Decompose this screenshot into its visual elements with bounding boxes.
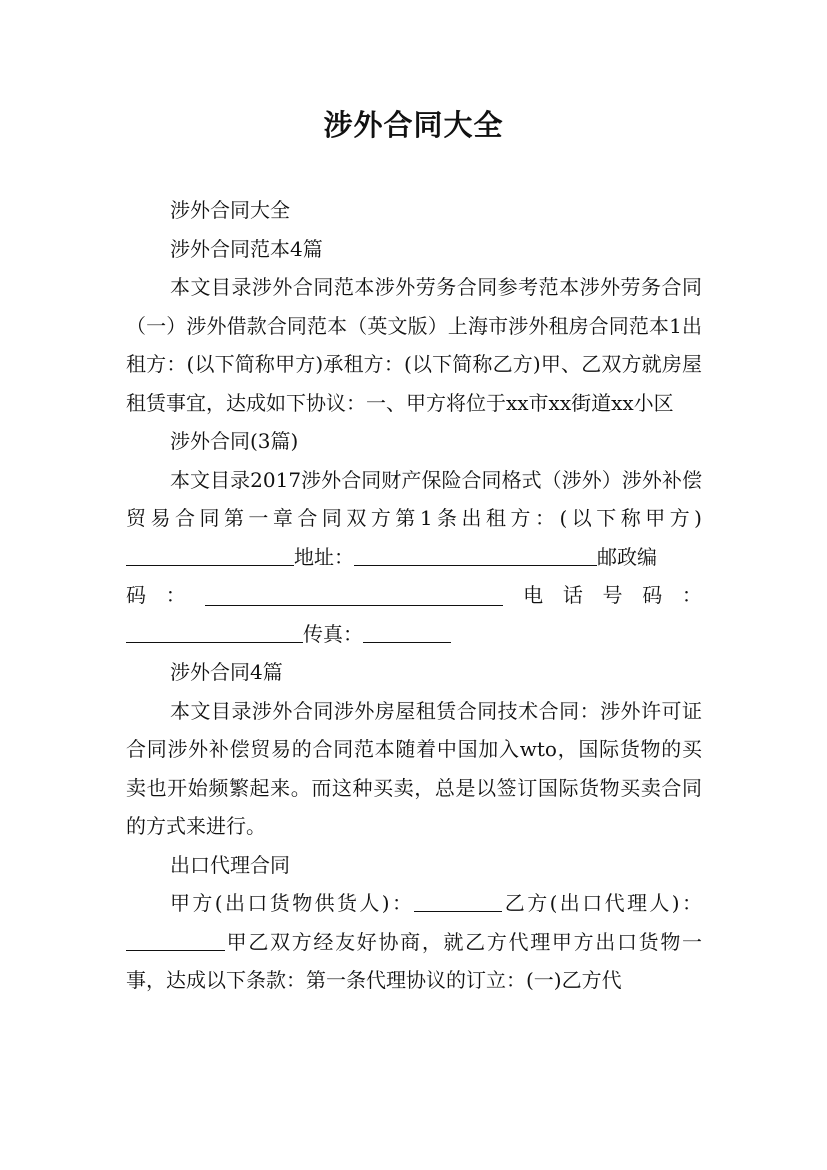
address-label: 地址： — [294, 544, 354, 569]
document-body — [126, 191, 702, 1000]
blank-line — [354, 545, 597, 566]
char: ： — [165, 583, 186, 607]
blank-line — [126, 930, 225, 951]
party-b-label: 乙方(出口代理人)： — [502, 891, 703, 915]
blank-line — [414, 891, 502, 912]
paragraph-toc-3: 本文目录涉外合同涉外房屋租赁合同技术合同：涉外许可证合同涉外补偿贸易的合同范本随着中国加入wto，国际货物的买卖也开始频繁起来。而这种买卖，总是以签订国际货物买卖合同的方式来进行。 — [126, 698, 702, 838]
fax-line — [126, 615, 702, 654]
blank-line — [126, 622, 303, 643]
postcode-label: 邮政编 — [597, 544, 657, 569]
char: 码 — [126, 583, 146, 607]
paragraph-heading-1: 涉外合同大全 — [170, 198, 290, 222]
char: 电 — [523, 583, 544, 607]
paragraph-heading-4: 涉外合同4篇 — [170, 660, 283, 684]
party-a-label: 甲方(出口货物供货人)： — [170, 891, 415, 915]
char: ： — [681, 583, 702, 607]
document-title: 涉外合同大全 — [323, 108, 504, 142]
char: 码 — [642, 583, 663, 607]
paragraph-heading-2: 涉外合同范本4篇 — [170, 236, 323, 261]
paragraph-contract-body — [126, 884, 702, 1000]
spread-line — [126, 576, 702, 615]
paragraph-toc-1: 本文目录涉外合同范本涉外劳务合同参考范本涉外劳务合同（一）涉外借款合同范本（英文版）上海市涉外租房合同范本1出租方：(以下简称甲方)承租方：(以下简称乙方)甲、乙双方就房屋租赁事宜，达成如下协议：一、甲方将位于xx市xx街道xx小区 — [126, 275, 702, 415]
paragraph-heading-3: 涉外合同(3篇) — [170, 429, 299, 453]
paragraph-heading-5: 出口代理合同 — [170, 852, 290, 877]
blank-line — [205, 585, 503, 606]
char: 号 — [602, 583, 623, 607]
paragraph-toc-2-text — [126, 461, 702, 577]
blank-line — [363, 622, 451, 643]
paragraph-text: 甲乙双方经友好协商，就乙方代理甲方出口货物一事，达成以下条款：第一条代理协议的订立：(一)乙方代 — [126, 929, 702, 992]
blank-line — [126, 545, 294, 566]
paragraph-toc-2 — [126, 461, 702, 654]
char: 话 — [562, 583, 583, 607]
fax-label: 传真： — [303, 621, 363, 646]
paragraph-text: 本文目录2017涉外合同财产保险合同格式（涉外）涉外补偿贸易合同第一章合同双方第1条出租方：(以下称甲方) — [126, 467, 702, 530]
